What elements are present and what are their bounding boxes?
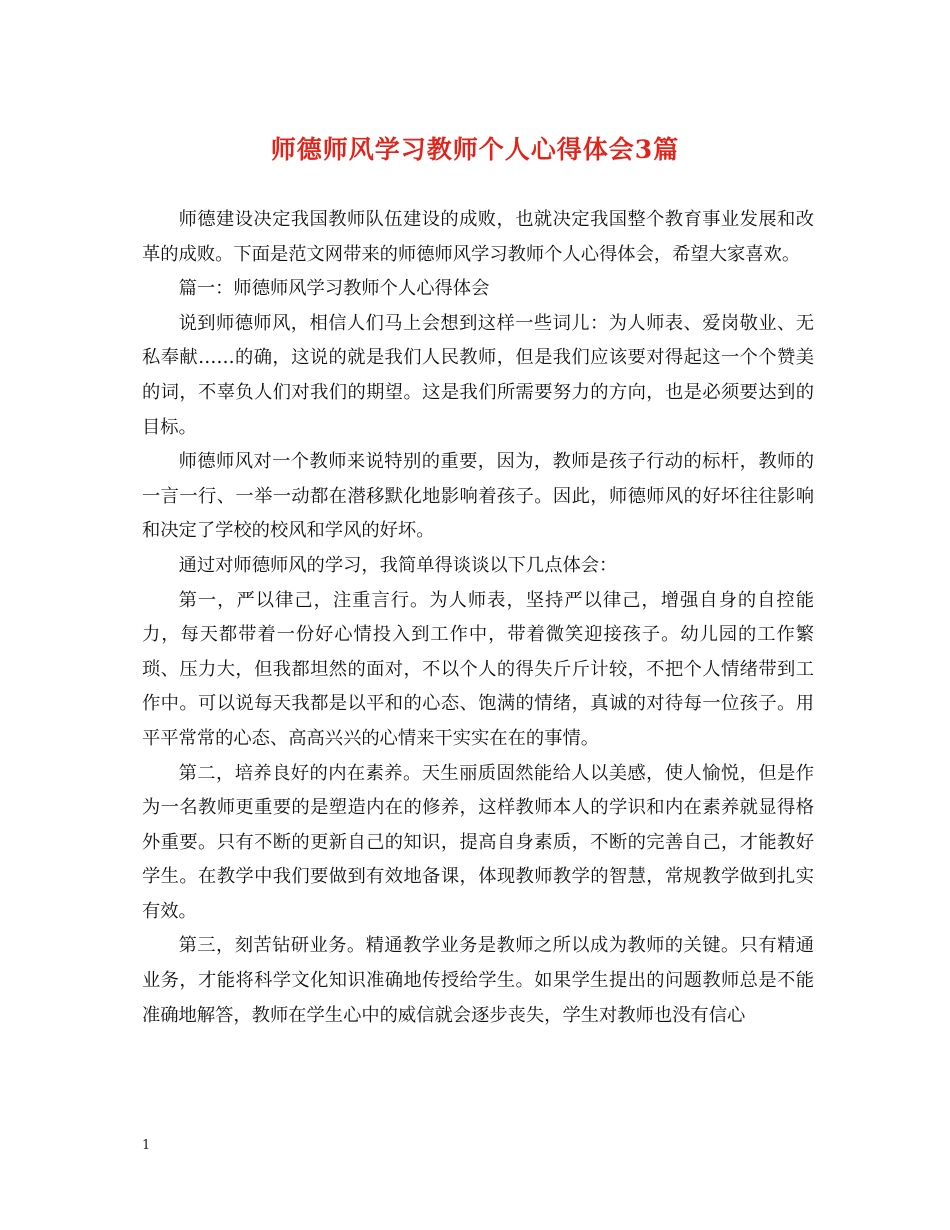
paragraph: 说到师德师风，相信人们马上会想到这样一些词儿：为人师表、爱岗敬业、无私奉献……的确，这说的就是我们人民教师，但是我们应该要对得起这一个个赞美的词，不辜负人们对我们的期望。这是我们所需要努力的方向，也是必须要达到的目标。 — [142, 312, 814, 438]
paragraph-intro: 师德建设决定我国教师队伍建设的成败，也就决定我国整个教育事业发展和改革的成败。下面是范文网带来的师德师风学习教师个人心得体会，希望大家喜欢。 — [142, 209, 814, 265]
paragraph: 师德师风对一个教师来说特别的重要，因为，教师是孩子行动的标杆，教师的一言一行、一举一动都在潜移默化地影响着孩子。因此，师德师风的好坏往往影响和决定了学校的校风和学风的好坏。 — [142, 451, 814, 542]
paragraph: 第二，培养良好的内在素养。天生丽质固然能给人以美感，使人愉悦，但是作为一名教师更重要的是塑造内在的修养，这样教师本人的学识和内在素养就显得格外重要。只有不断的更新自己的知识，提高自身素质，不断的完善自己，才能教好学生。在教学中我们要做到有效地备课，体现教师教学的智慧，常规教学做到扎实有效。 — [142, 762, 814, 922]
paragraph-section-heading: 篇一：师德师风学习教师个人心得体会 — [178, 278, 490, 300]
paragraph: 第一，严以律己，注重言行。为人师表，坚持严以律己，增强自身的自控能力，每天都带着一份好心情投入到工作中，带着微笑迎接孩子。幼儿园的工作繁琐、压力大，但我都坦然的面对，不以个人的得失斤斤计较，不把个人情绪带到工作中。可以说每天我都是以平和的心态、饱满的情绪，真诚的对待每一位孩子。用平平常常的心态、高高兴兴的心情来干实实在在的事情。 — [142, 589, 814, 749]
paragraph: 第三，刻苦钻研业务。精通教学业务是教师之所以成为教师的关键。只有精通业务，才能将科学文化知识准确地传授给学生。如果学生提出的问题教师总是不能准确地解答，教师在学生心中的威信就会逐步丧失，学生对教师也没有信心 — [142, 935, 814, 1026]
page-number: 1 — [142, 1138, 151, 1153]
paragraph: 通过对师德师风的学习，我简单得谈谈以下几点体会： — [178, 554, 618, 576]
document-body — [142, 203, 814, 1033]
document-title: 师德师风学习教师个人心得体会3篇 — [270, 135, 680, 164]
